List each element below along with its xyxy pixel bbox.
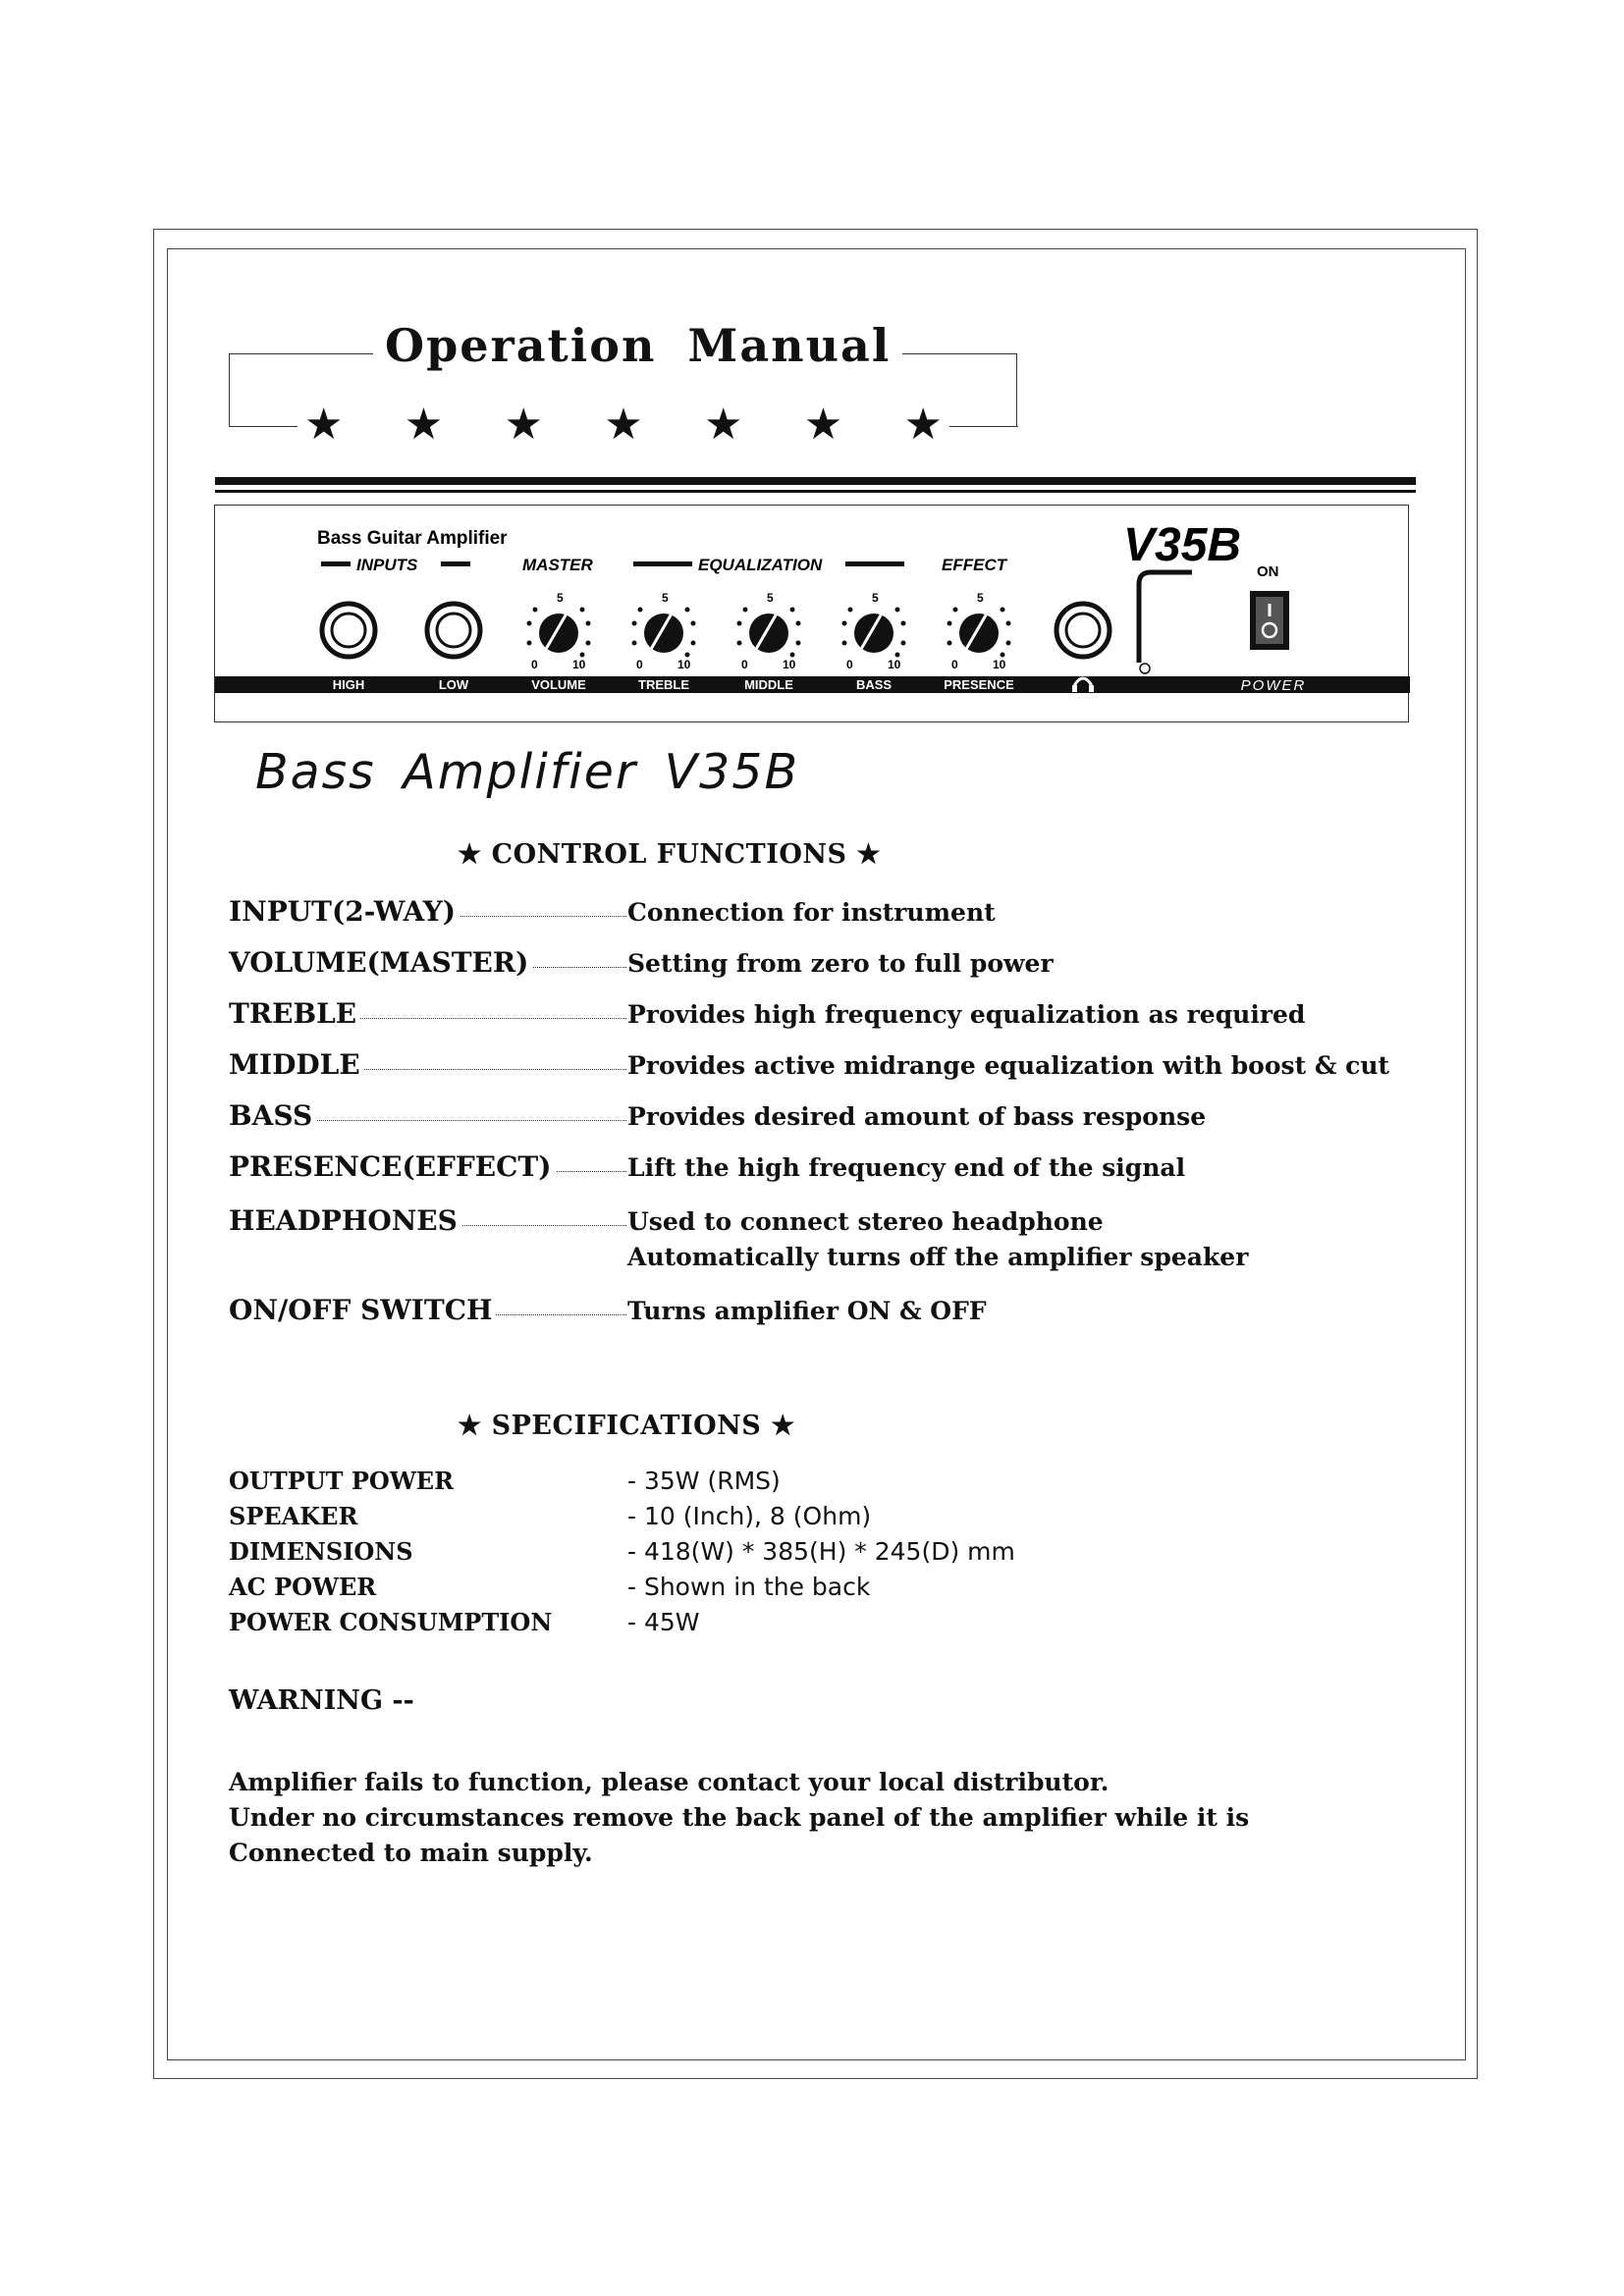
function-row xyxy=(229,1048,1417,1088)
inputs-bar-right xyxy=(441,561,470,566)
control-functions-heading: ★ CONTROL FUNCTIONS ★ xyxy=(458,839,882,870)
knob-scale-mid: 5 xyxy=(767,591,774,605)
function-description: Setting from zero to full power xyxy=(627,949,1054,978)
spec-value: - Shown in the back xyxy=(627,1573,871,1601)
function-row xyxy=(229,895,1417,934)
function-label: PRESENCE(EFFECT) xyxy=(229,1150,556,1183)
knob-scale-min: 0 xyxy=(636,658,643,671)
star-icon: ★ xyxy=(803,400,843,450)
spec-label: OUTPUT POWER xyxy=(229,1467,455,1495)
star-icon: ★ xyxy=(604,400,643,450)
on-indicator-label: ON xyxy=(1257,563,1279,580)
spec-value: - 35W (RMS) xyxy=(627,1467,781,1495)
divider-thick xyxy=(215,477,1416,485)
spec-label: POWER CONSUMPTION xyxy=(229,1608,553,1636)
spec-label: AC POWER xyxy=(229,1573,377,1601)
effect-group-label: EFFECT xyxy=(942,556,1007,574)
knob-label-treble: TREBLE xyxy=(638,677,689,692)
function-row xyxy=(229,946,1417,986)
input-jack-high xyxy=(322,604,375,657)
function-description: Lift the high frequency end of the signal xyxy=(627,1153,1186,1182)
knob-label-middle: MIDDLE xyxy=(744,677,793,692)
function-label: TREBLE xyxy=(229,997,360,1030)
knob-scale-mid: 5 xyxy=(662,591,669,605)
function-label: INPUT(2-WAY) xyxy=(229,895,460,928)
function-label: HEADPHONES xyxy=(229,1204,461,1237)
knob-scale-min: 0 xyxy=(531,658,538,671)
eq-bar-right xyxy=(845,561,904,566)
product-subtitle: Bass Amplifier V35B xyxy=(255,744,800,800)
title-frame-right-edge xyxy=(949,426,1018,427)
function-row xyxy=(229,1204,1417,1279)
master-group-label: MASTER xyxy=(522,556,593,574)
star-row xyxy=(304,398,943,453)
function-label: VOLUME(MASTER) xyxy=(229,946,532,979)
power-led xyxy=(1140,664,1150,673)
headphone-jack xyxy=(1056,604,1110,657)
knob-scale-min: 0 xyxy=(846,658,853,671)
knob-scale-max: 10 xyxy=(993,658,1006,671)
function-row xyxy=(229,1294,1417,1333)
function-description: Automatically turns off the amplifier speaker xyxy=(627,1243,1249,1271)
star-icon: ★ xyxy=(704,400,743,450)
title-frame-left-edge xyxy=(229,426,298,427)
switch-guard-line xyxy=(1139,572,1192,663)
function-description: Turns amplifier ON & OFF xyxy=(627,1297,987,1325)
inputs-bar-left xyxy=(321,561,351,566)
warning-line: Amplifier fails to function, please contact your local distributor. xyxy=(229,1768,1110,1796)
jack-label-low: LOW xyxy=(438,677,469,692)
star-icon: ★ xyxy=(504,400,543,450)
spec-label: SPEAKER xyxy=(229,1502,358,1530)
middle-knob xyxy=(737,591,801,671)
knob-label-bass: BASS xyxy=(855,677,893,692)
amplifier-panel-drawing xyxy=(215,506,1410,723)
warning-title: WARNING -- xyxy=(229,1685,414,1716)
function-description: Provides desired amount of bass response xyxy=(627,1102,1207,1131)
power-switch xyxy=(1250,591,1289,650)
knob-scale-max: 10 xyxy=(783,658,796,671)
function-description: Connection for instrument xyxy=(627,898,996,927)
warning-line: Under no circumstances remove the back panel of the amplifier while it is xyxy=(229,1803,1250,1832)
eq-bar-left xyxy=(633,561,692,566)
bass-knob xyxy=(842,591,906,671)
inputs-group-label: INPUTS xyxy=(356,556,418,574)
function-label: BASS xyxy=(229,1099,316,1132)
specifications-heading: ★ SPECIFICATIONS ★ xyxy=(458,1411,795,1441)
function-label: ON/OFF SWITCH xyxy=(229,1294,496,1326)
treble-knob xyxy=(632,591,696,671)
spec-value: - 10 (Inch), 8 (Ohm) xyxy=(627,1502,872,1530)
star-icon: ★ xyxy=(404,400,444,450)
spec-label: DIMENSIONS xyxy=(229,1537,413,1566)
presence-knob xyxy=(947,591,1011,671)
knob-scale-mid: 5 xyxy=(872,591,879,605)
equalization-group-label: EQUALIZATION xyxy=(698,556,823,574)
function-label: MIDDLE xyxy=(229,1048,364,1081)
function-description: Provides high frequency equalization as required xyxy=(627,1000,1306,1029)
knob-scale-min: 0 xyxy=(741,658,748,671)
star-icon: ★ xyxy=(903,400,943,450)
function-description: Provides active midrange equalization with boost & cut xyxy=(627,1051,1390,1080)
volume-knob xyxy=(527,591,591,671)
jack-label-high: HIGH xyxy=(332,677,365,692)
page-title: Operation Manual xyxy=(373,319,902,372)
knob-scale-mid: 5 xyxy=(557,591,564,605)
knob-scale-max: 10 xyxy=(677,658,691,671)
star-icon: ★ xyxy=(304,400,344,450)
product-line-label: Bass Guitar Amplifier xyxy=(317,528,508,549)
knob-label-presence: PRESENCE xyxy=(944,677,1014,692)
knob-scale-mid: 5 xyxy=(977,591,984,605)
spec-value: - 418(W) * 385(H) * 245(D) mm xyxy=(627,1537,1015,1566)
amplifier-panel xyxy=(214,505,1409,722)
spec-value: - 45W xyxy=(627,1608,700,1636)
function-row xyxy=(229,997,1417,1037)
knob-scale-max: 10 xyxy=(888,658,901,671)
function-row xyxy=(229,1099,1417,1139)
function-row xyxy=(229,1150,1417,1190)
knob-label-volume: VOLUME xyxy=(531,677,586,692)
panel-label-strip xyxy=(215,676,1410,693)
warning-line: Connected to main supply. xyxy=(229,1839,593,1867)
knob-scale-max: 10 xyxy=(572,658,586,671)
model-name: V35B xyxy=(1123,519,1242,571)
power-switch-label: POWER xyxy=(1240,677,1307,694)
function-description: Used to connect stereo headphone xyxy=(627,1207,1104,1236)
input-jack-low xyxy=(427,604,480,657)
knob-scale-min: 0 xyxy=(951,658,958,671)
divider-thin xyxy=(215,490,1416,493)
